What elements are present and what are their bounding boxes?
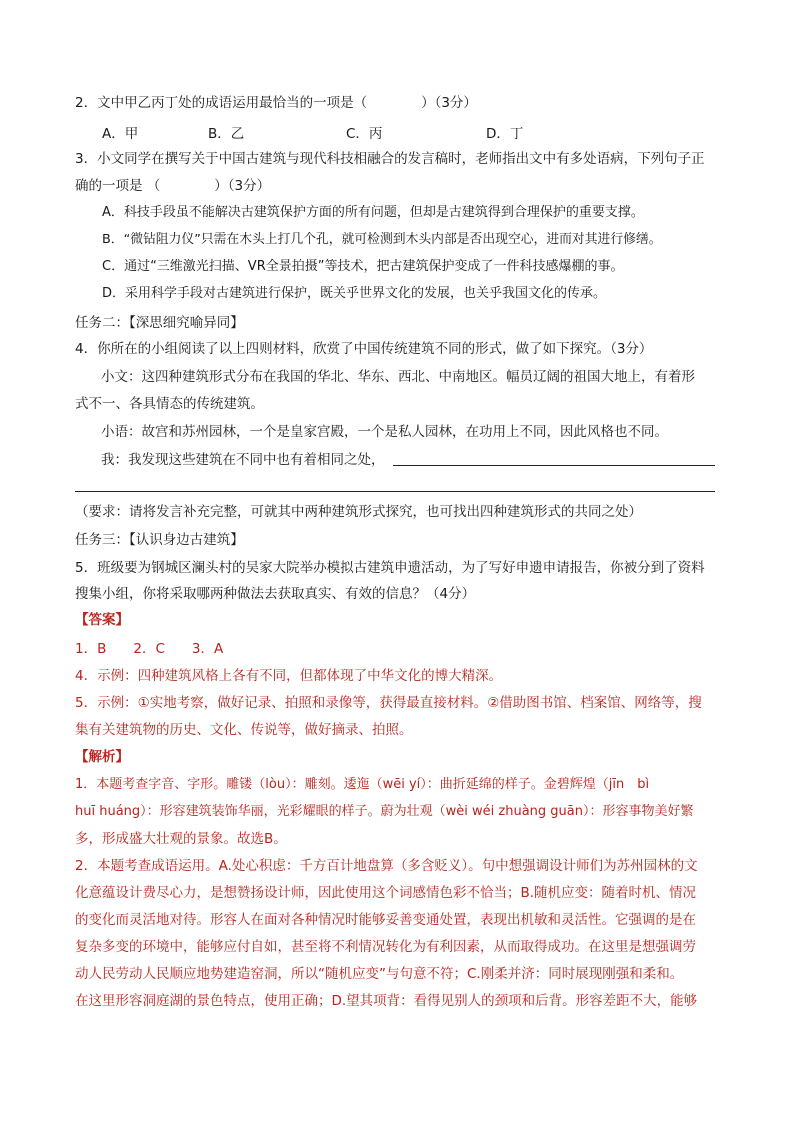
analysis-p2-line6: 在这里形容洞庭湖的景色特点，使用正确；D.望其项背：看得见别人的颈项和后背。形容差距不大，能够 <box>75 993 698 1009</box>
answer-line2: 4．示例：四种建筑风格上各有不同，但都体现了中华文化的博大精深。 <box>75 668 503 684</box>
q5-line2: 搜集小组，你将采取哪两种做法去获取真实、有效的信息？（4分） <box>75 586 476 602</box>
task3-heading: 任务三：【认识身边古建筑】 <box>75 532 244 548</box>
answer-blank-line-1 <box>393 465 715 466</box>
q3-option-a: A．科技手段虽不能解决古建筑保护方面的所有问题，但却是古建筑得到合理保护的重要支撑。 <box>102 205 644 220</box>
analysis-p1-line1: 1．本题考查字音、字形。雕镂（lòu）：雕刻。逶迤（wēi yí）：曲折延绵的样子。金碧辉煌（jīn bì <box>75 777 650 792</box>
answer-line3: 5．示例：①实地考察，做好记录、拍照和录像等，获得最直接材料。②借助图书馆、档案馆、网络等，搜 <box>75 695 702 711</box>
q3-stem-line1: 3．小文同学在撰写关于中国古建筑与现代科技相融合的发言稿时，老师指出文中有多处语病，下列句子正 <box>75 151 705 167</box>
analysis-p1-line2: huī huáng）：形容建筑装饰华丽，光彩耀眼的样子。蔚为壮观（wèi wéi zhuàng guān）：形容事物美好繁 <box>75 804 694 819</box>
q4-xiaoyu: 小语：故宫和苏州园林，一个是皇家宫殿，一个是私人园林，在功用上不同，因此风格也不同。 <box>101 424 668 440</box>
q2-option-b: B．乙 <box>208 126 245 142</box>
q2-option-d: D．丁 <box>486 126 524 142</box>
analysis-p2-line3: 的变化而灵活地对待。形容人在面对各种情况时能够妥善变通处置，表现出机敏和灵活性。它强调的是在 <box>75 912 696 928</box>
q4-xiaowen-line2: 式不一、各具情态的传统建筑。 <box>75 396 264 412</box>
q3-option-c: C．通过“三维激光扫描、VR全景拍摄”等技术，把古建筑保护变成了一件科技感爆棚的事。 <box>102 259 624 274</box>
q2-option-a: A．甲 <box>102 126 139 142</box>
q4-stem: 4．你所在的小组阅读了以上四则材料，欣赏了中国传统建筑不同的形式，做了如下探究。（3分） <box>75 341 653 357</box>
q2-option-c: C．丙 <box>346 126 383 142</box>
analysis-p2-line2: 化意蕴设计费尽心力，是想赞扬设计师，因此使用这个词感情色彩不恰当；B.随机应变：随着时机、情况 <box>75 885 697 901</box>
answer-line1: 1．B 2．C 3．A <box>75 641 224 657</box>
analysis-p2-line1: 2．本题考查成语运用。A.处心积虑：千方百计地盘算（多含贬义）。句中想强调设计师们为苏州园林的文 <box>75 858 698 874</box>
q2-stem: 2．文中甲乙丙丁处的成语运用最恰当的一项是（ ）（3分） <box>75 95 477 111</box>
answer-line4: 集有关建筑物的历史、文化、传说等，做好摘录、拍照。 <box>75 722 413 738</box>
analysis-heading: 【解析】 <box>75 749 129 765</box>
answer-heading: 【答案】 <box>75 612 129 628</box>
q3-option-d: D．采用科学手段对古建筑进行保护，既关乎世界文化的发展，也关乎我国文化的传承。 <box>102 286 607 301</box>
task2-heading: 任务二：【深思细究喻异同】 <box>75 315 244 331</box>
analysis-p1-line3: 多，形成盛大壮观的景象。故选B。 <box>75 831 287 847</box>
q4-me-prompt: 我：我发现这些建筑在不同中也有着相同之处， <box>101 452 385 468</box>
q4-requirement: （要求：请将发言补充完整，可就其中两种建筑形式探究，也可找出四种建筑形式的共同之处） <box>75 504 642 520</box>
q3-option-b: B．“微钻阻力仪”只需在木头上打几个孔，就可检测到木头内部是否出现空心，进而对其进行修缮。 <box>102 232 662 247</box>
q3-stem-line2: 确的一项是 （ ）（3分） <box>75 178 271 194</box>
answer-blank-line-2 <box>75 491 715 492</box>
analysis-p2-line5: 动人民劳动人民顺应地势建造窑洞，所以“随机应变”与句意不符；C.刚柔并济：同时展现刚强和柔和。 <box>75 966 684 982</box>
q4-xiaowen-line1: 小文：这四种建筑形式分布在我国的华北、华东、西北、中南地区。幅员辽阔的祖国大地上，有着形 <box>101 369 695 385</box>
q5-line1: 5．班级要为钢城区澜头村的吴家大院举办模拟古建筑申遗活动，为了写好申遗申请报告，你被分到了资料 <box>75 560 705 576</box>
analysis-p2-line4: 复杂多变的环境中，能够应付自如，甚至将不利情况转化为有利因素，从而取得成功。在这里是想强调劳 <box>75 939 696 955</box>
